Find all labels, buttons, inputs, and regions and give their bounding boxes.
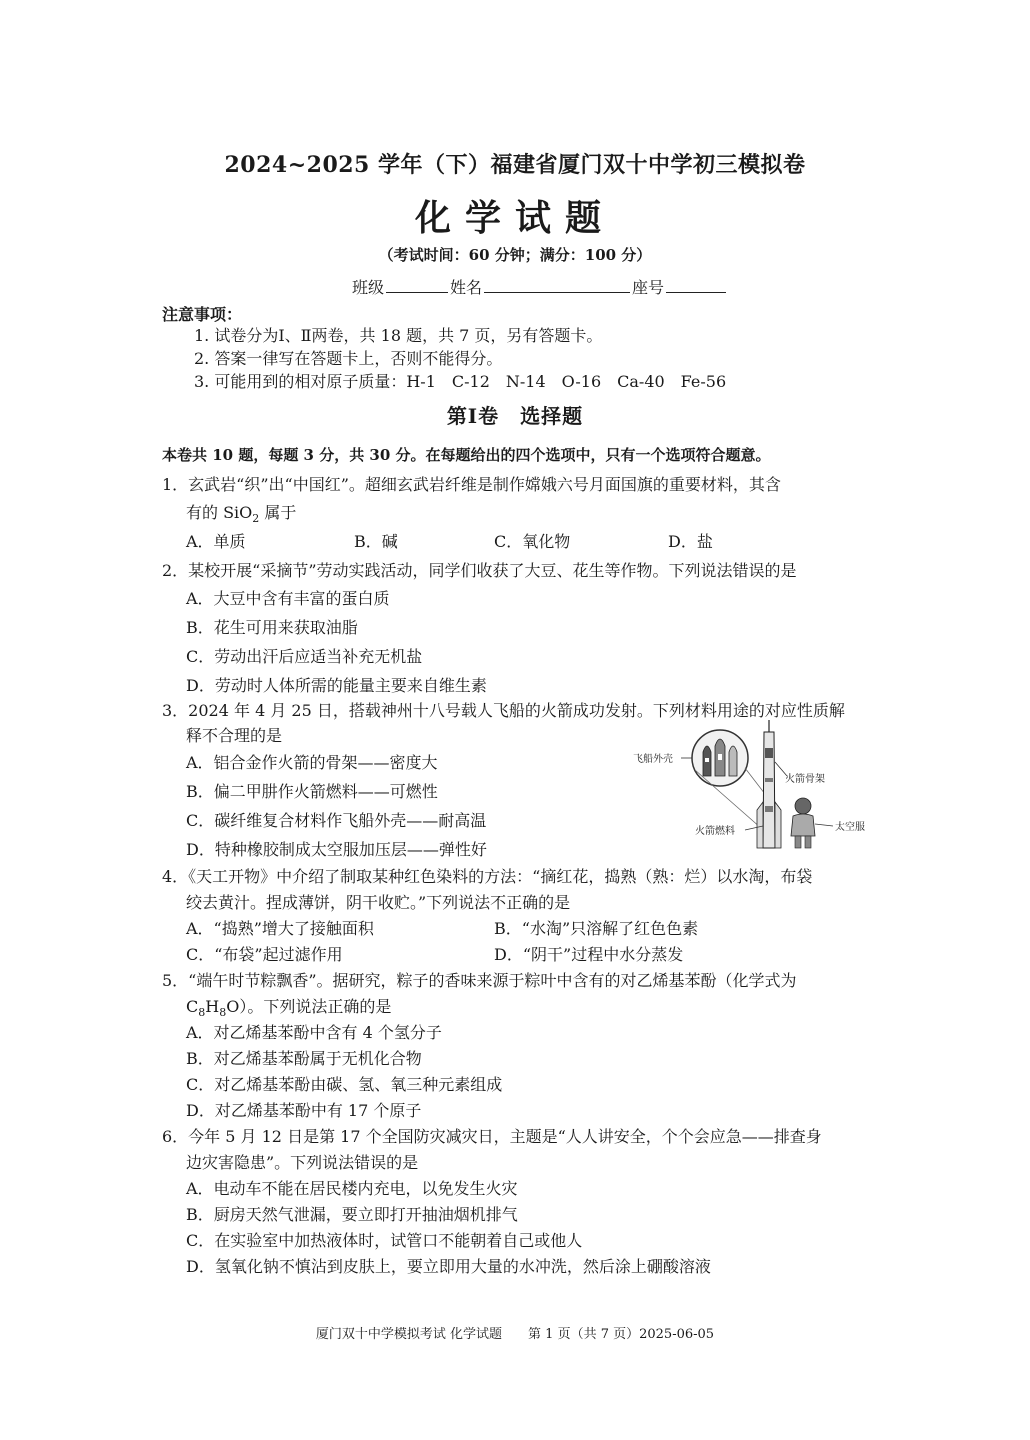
notes-heading: 注意事项：: [162, 305, 243, 324]
note-item: 1. 试卷分为Ⅰ、Ⅱ两卷，共 18 题，共 7 页，另有答题卡。: [194, 326, 603, 345]
exam-title: 2024~2025 学年（下）福建省厦门双十中学初三模拟卷: [224, 152, 806, 178]
q2-option-c[interactable]: C．劳动出汗后应适当补充无机盐: [186, 647, 423, 666]
question-5-stem-2: $C_8H_8O$）。下列说法正确的是: [186, 997, 392, 1020]
question-6-stem-2: 边灾害隐患”。下列说法错误的是: [186, 1153, 419, 1172]
note-item: 2. 答案一律写在答题卡上，否则不能得分。: [194, 349, 503, 368]
rocket-figure: [625, 718, 895, 856]
seat-label: 座号: [632, 278, 665, 297]
subject-title: 化学试题: [414, 197, 615, 239]
label-rocket-fuel: 火箭燃料: [695, 826, 735, 837]
exam-info: （考试时间：60 分钟；满分：100 分）: [378, 246, 652, 264]
section-title: 第Ⅰ卷 选择题: [446, 404, 584, 428]
q6-option-a[interactable]: A．电动车不能在居民楼内充电，以免发生火灾: [186, 1179, 518, 1198]
student-info-row: [352, 275, 728, 298]
q6-option-b[interactable]: B．厨房天然气泄漏，要立即打开抽油烟机排气: [186, 1205, 518, 1224]
class-label: 班级: [352, 278, 385, 297]
question-4-stem-2: 绞去黄汁。捏成薄饼，阴干收贮。”下列说法不正确的是: [186, 893, 571, 912]
question-1-stem-2: 有的 SiO$_2$ 属于: [186, 503, 297, 526]
q4-option-c[interactable]: C．“布袋”起过滤作用: [186, 945, 343, 964]
q5-option-d[interactable]: D．对乙烯基苯酚中有 17 个原子: [186, 1101, 422, 1120]
q5-option-a[interactable]: A．对乙烯基苯酚中含有 4 个氢分子: [186, 1023, 442, 1042]
q2-option-d[interactable]: D．劳动时人体所需的能量主要来自维生素: [186, 676, 487, 695]
label-spacecraft-shell: 飞船外壳: [633, 754, 673, 765]
q4-option-a[interactable]: A．“捣熟”增大了接触面积: [186, 919, 374, 938]
q4-option-d[interactable]: D．“阴干”过程中水分蒸发: [494, 945, 684, 964]
rocket-icon: [757, 720, 781, 848]
question-2-stem: 2．某校开展“采摘节”劳动实践活动，同学们收获了大豆、花生等作物。下列说法错误的是: [162, 561, 797, 580]
q3-option-a[interactable]: A．铝合金作火箭的骨架——密度大: [186, 753, 438, 772]
q1-option-c[interactable]: C．氧化物: [494, 532, 571, 551]
q1-option-a[interactable]: A．单质: [186, 532, 246, 551]
astronaut-icon: [791, 798, 815, 848]
question-4-stem: 4．《天工开物》中介绍了制取某种红色染料的方法：“摘红花，捣熟（熟：烂）以水淘，布袋: [162, 867, 813, 886]
q5-option-b[interactable]: B．对乙烯基苯酚属于无机化合物: [186, 1049, 422, 1068]
question-3-stem-2: 释不合理的是: [186, 726, 283, 745]
label-space-suit: 太空服: [835, 822, 865, 833]
question-3-stem: 3．2024 年 4 月 25 日，搭载神州十八号载人飞船的火箭成功发射。下列材料用途的对应性质解: [162, 701, 845, 720]
q6-option-d[interactable]: D．氢氧化钠不慎沾到皮肤上，要立即用大量的水冲洗，然后涂上硼酸溶液: [186, 1257, 711, 1276]
q3-option-d[interactable]: D．特种橡胶制成太空服加压层——弹性好: [186, 840, 487, 859]
question-5-stem: 5．“端午时节粽飘香”。据研究，粽子的香味来源于粽叶中含有的对乙烯基苯酚（化学式为: [162, 971, 797, 990]
q1-option-d[interactable]: D．盐: [668, 532, 713, 551]
note-item: 3. 可能用到的相对原子质量：H-1 C-12 N-14 O-16 Ca-40 Fe-56: [194, 372, 727, 391]
name-blank[interactable]: [484, 276, 630, 293]
question-1-stem: 1．玄武岩“织”出“中国红”。超细玄武岩纤维是制作嫦娥六号月面国旗的重要材料，其含: [162, 475, 781, 494]
seat-blank[interactable]: [666, 276, 726, 293]
question-6-stem: 6．今年 5 月 12 日是第 17 个全国防灾减灾日，主题是“人人讲安全，个个会应急——排查身: [162, 1127, 822, 1146]
name-label: 姓名: [450, 278, 483, 297]
page-footer: 厦门双十中学模拟考试 化学试题 第 1 页（共 7 页）2025-06-05: [315, 1327, 715, 1342]
label-rocket-frame: 火箭骨架: [785, 774, 825, 785]
q3-option-b[interactable]: B．偏二甲肼作火箭燃料——可燃性: [186, 782, 438, 801]
class-blank[interactable]: [386, 276, 448, 293]
q1-option-b[interactable]: B．碱: [354, 532, 398, 551]
q6-option-c[interactable]: C．在实验室中加热液体时，试管口不能朝着自己或他人: [186, 1231, 583, 1250]
q2-option-b[interactable]: B．花生可用来获取油脂: [186, 618, 358, 637]
q4-option-b[interactable]: B．“水淘”只溶解了红色色素: [494, 919, 699, 938]
q5-option-c[interactable]: C．对乙烯基苯酚由碳、氢、氧三种元素组成: [186, 1075, 503, 1094]
q3-option-c[interactable]: C．碳纤维复合材料作飞船外壳——耐高温: [186, 811, 487, 830]
section-instruction: 本卷共 10 题，每题 3 分，共 30 分。在每题给出的四个选项中，只有一个选项符合题意。: [162, 446, 771, 464]
q2-option-a[interactable]: A．大豆中含有丰富的蛋白质: [186, 589, 390, 608]
